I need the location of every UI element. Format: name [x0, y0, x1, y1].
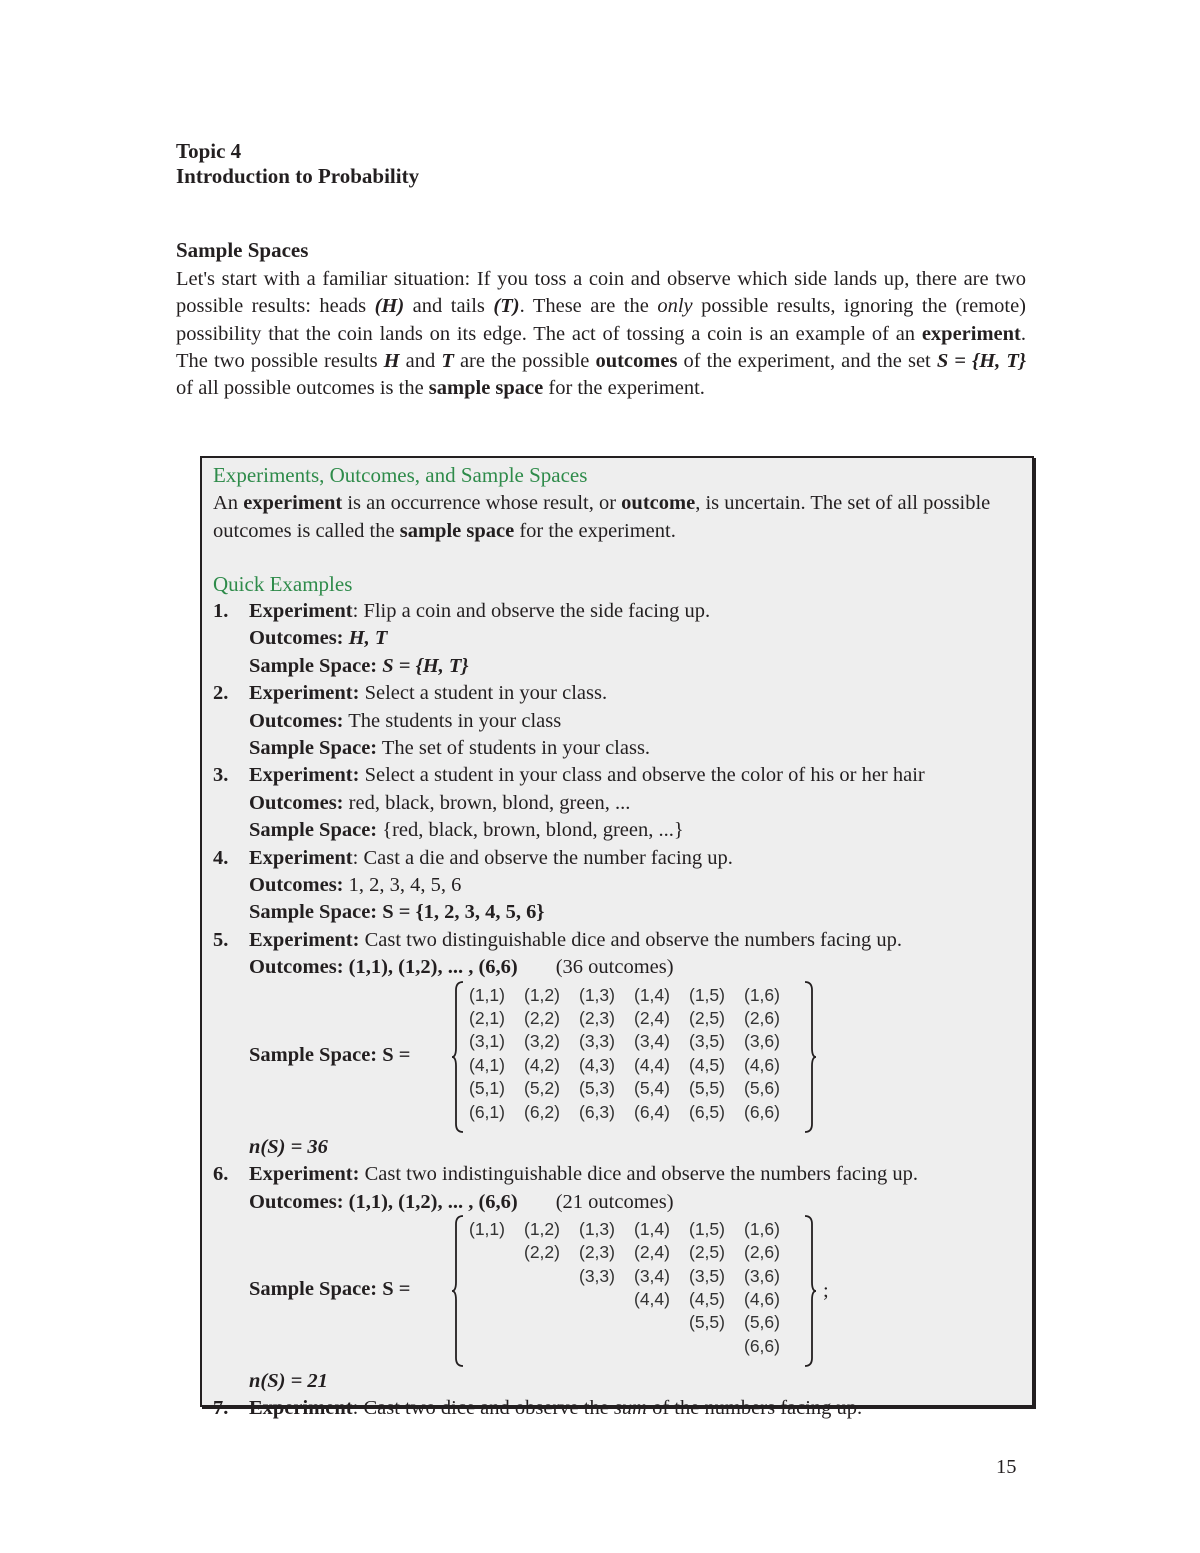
page-number: 15	[996, 1456, 1017, 1478]
outcome-cell: (2,6)	[744, 1242, 780, 1263]
outcome-cell: (1,1)	[469, 1218, 505, 1239]
section-heading: Sample Spaces	[176, 238, 309, 262]
outcome-cell: (2,2)	[524, 1008, 560, 1029]
text-run: of the numbers facing up.	[646, 1397, 863, 1420]
outcome-cell	[579, 1333, 634, 1356]
outcome-cell: (1,2)	[524, 984, 560, 1005]
term-outcome: outcome	[621, 492, 696, 514]
text-run: Cast two dice and observe the	[358, 1397, 614, 1420]
text-run: :	[352, 846, 359, 869]
term-sample-space: sample space	[428, 377, 544, 400]
label: Outcomes	[249, 956, 337, 979]
outcome-cell: (1,1)	[469, 984, 505, 1005]
text-run: The students in your class	[343, 709, 562, 732]
text-run: {red, black, brown, blond, green, ...}	[377, 819, 684, 842]
experiment-line	[213, 762, 1027, 789]
text-run: (H)	[374, 295, 405, 318]
text-run: H, T	[343, 627, 388, 650]
outcome-cell: (1,3)	[579, 984, 615, 1005]
text-run: , is uncertain. The set of all possible outcomes is called the	[213, 492, 991, 542]
text-run: Cast two indistinguishable dice and observe the numbers facing up.	[359, 1163, 918, 1186]
label: Outcomes:	[249, 627, 344, 650]
sample-space-label: Sample Space: S =	[249, 1277, 411, 1300]
outcome-cell: (5,5)	[689, 1312, 725, 1333]
outcome-cell	[579, 1309, 634, 1332]
label: Experiment	[249, 600, 353, 622]
outcome-grid	[469, 1216, 799, 1356]
outcome-cell: (1,2)	[524, 1218, 560, 1239]
outcome-cell: (4,4)	[634, 1054, 670, 1075]
outcome-cell: (4,5)	[689, 1054, 725, 1075]
example-7	[213, 1395, 1027, 1422]
text-run: :	[352, 928, 360, 951]
text-run: Let's start with a familiar situation: If you toss a coin and observe which side lands up, there are two possible results: heads	[176, 268, 1026, 318]
outcome-cell: (6,1)	[469, 1101, 505, 1122]
sample-space-label: Sample Space: S =	[249, 1043, 411, 1066]
outcome-cell: (6,6)	[744, 1335, 780, 1356]
text-run: Select a student in your class.	[359, 682, 608, 705]
outcome-cell: (3,4)	[634, 1031, 670, 1052]
outcome-cell	[469, 1333, 524, 1356]
text-run: of all possible outcomes is the	[176, 377, 429, 400]
sample-space-line	[213, 653, 1027, 680]
outcome-cell: (6,6)	[744, 1101, 780, 1122]
outcome-cell: (4,5)	[689, 1289, 725, 1310]
text-run: red, black, brown, blond, green, ...	[343, 791, 631, 814]
intro-paragraph	[176, 266, 1026, 402]
outcome-cell	[634, 1333, 689, 1356]
experiment-line	[213, 845, 1027, 872]
text-run: S = {1, 2, 3, 4, 5, 6}	[377, 901, 545, 924]
text-run: possible results, ignoring the (remote) possibility that the coin lands on its edge. The act of tossing a coin is an example of an	[176, 295, 1026, 345]
outcome-cell: (3,3)	[579, 1265, 615, 1286]
label: Outcomes	[249, 1190, 337, 1213]
experiment-line	[213, 1161, 1027, 1188]
outcome-cell: (4,4)	[634, 1289, 670, 1310]
example-3	[213, 762, 1027, 844]
outcomes-line	[213, 1189, 1027, 1216]
text-run: Cast two distinguishable dice and observe the numbers facing up.	[359, 928, 903, 951]
example-1	[213, 598, 1027, 680]
outcome-cell: (5,6)	[744, 1312, 780, 1333]
sample-space-size	[213, 1134, 1027, 1161]
sample-space-matrix	[249, 982, 1027, 1134]
outcome-cell: (5,4)	[634, 1078, 670, 1099]
outcome-cell: (6,2)	[524, 1101, 560, 1122]
experiment-line	[213, 927, 1027, 954]
text-run: :	[352, 1397, 359, 1420]
outcome-cell: (1,6)	[744, 984, 780, 1005]
outcome-cell: (1,3)	[579, 1218, 615, 1239]
outcome-cell: (2,5)	[689, 1008, 725, 1029]
outcomes-line	[213, 625, 1027, 652]
outcome-cell: (4,2)	[524, 1054, 560, 1075]
outcome-cell: (3,3)	[579, 1031, 615, 1052]
definition-box-content	[213, 462, 1027, 1423]
outcome-cell	[524, 1263, 579, 1286]
text-run: 1, 2, 3, 4, 5, 6	[343, 874, 462, 897]
outcome-count: (36 outcomes)	[555, 956, 674, 979]
text-run: The set of students in your class.	[377, 737, 651, 760]
definition-box	[200, 456, 1034, 1420]
outcome-cell: (4,6)	[744, 1054, 780, 1075]
sample-space-line	[213, 899, 1027, 926]
outcome-cell: (5,2)	[524, 1078, 560, 1099]
text-run: and tails	[404, 295, 494, 318]
right-brace-icon	[803, 980, 817, 1134]
text-run: is an occurrence whose result, or	[342, 492, 622, 514]
sample-space-line	[213, 735, 1027, 762]
text-run: :	[352, 1163, 360, 1186]
text-run: Cast a die and observe the number facing up.	[358, 846, 733, 869]
text-run: sum	[613, 1397, 647, 1420]
term-experiment: experiment	[243, 492, 343, 514]
outcome-cell	[524, 1309, 579, 1332]
text-run: T	[441, 349, 454, 372]
quick-examples-title: Quick Examples	[213, 572, 353, 596]
label: Sample Space:	[249, 901, 378, 924]
outcome-cell: (3,5)	[689, 1031, 725, 1052]
example-number: 6.	[213, 1163, 229, 1186]
outcome-cell: (6,4)	[634, 1101, 670, 1122]
text-run: S = {H, T}	[377, 654, 469, 677]
label: Experiment	[249, 764, 353, 787]
example-number: 3.	[213, 764, 229, 787]
outcome-cell: (3,6)	[744, 1265, 780, 1286]
outcome-cell: (1,4)	[634, 984, 670, 1005]
definition-text	[213, 489, 1027, 545]
experiment-line	[213, 598, 1027, 625]
outcome-cell	[469, 1263, 524, 1286]
text-run: n(S) = 21	[249, 1369, 328, 1392]
label: Experiment	[249, 1397, 353, 1420]
text-run: H	[383, 349, 400, 372]
text-run: . These are the	[519, 295, 658, 318]
outcome-cell: (2,5)	[689, 1242, 725, 1263]
outcome-cell: (3,6)	[744, 1031, 780, 1052]
outcome-cell	[469, 1309, 524, 1332]
outcome-cell	[689, 1333, 744, 1356]
outcome-count: (21 outcomes)	[555, 1190, 674, 1213]
experiment-line	[213, 680, 1027, 707]
outcome-cell: (3,5)	[689, 1265, 725, 1286]
left-brace-icon	[451, 980, 465, 1134]
outcome-cell: (5,1)	[469, 1078, 505, 1099]
label: Sample Space:	[249, 737, 378, 760]
example-number: 1.	[213, 600, 229, 622]
outcome-cell: (5,3)	[579, 1078, 615, 1099]
outcome-cell	[469, 1239, 524, 1262]
outcome-cell	[469, 1286, 524, 1309]
example-4	[213, 845, 1027, 927]
outcome-cell	[634, 1309, 689, 1332]
sample-space-line	[213, 817, 1027, 844]
outcomes-line	[213, 790, 1027, 817]
text-run: . The two possible results	[176, 322, 1026, 372]
outcome-cell: (2,3)	[579, 1242, 615, 1263]
example-6	[213, 1161, 1027, 1395]
text-run: : (1,1), (1,2), ... , (6,6)	[336, 956, 518, 979]
text-run: Select a student in your class and observe the color of his or her hair	[359, 764, 925, 787]
topic-number: Topic 4	[176, 139, 242, 163]
outcome-cell: (6,3)	[579, 1101, 615, 1122]
label: Sample Space:	[249, 654, 378, 677]
outcome-cell: (2,1)	[469, 1008, 505, 1029]
text-run: (T)	[493, 295, 520, 318]
outcome-cell: (6,5)	[689, 1101, 725, 1122]
outcome-cell: (1,6)	[744, 1218, 780, 1239]
experiment-line	[213, 1395, 1027, 1422]
text-run: Flip a coin and observe the side facing up.	[358, 600, 711, 622]
example-number: 7.	[213, 1397, 229, 1420]
topic-title: Introduction to Probability	[176, 164, 420, 188]
outcome-cell: (3,2)	[524, 1031, 560, 1052]
outcome-cell: (3,4)	[634, 1265, 670, 1286]
box-title: Experiments, Outcomes, and Sample Spaces	[213, 463, 588, 487]
example-2	[213, 680, 1027, 762]
outcome-cell: (4,3)	[579, 1054, 615, 1075]
text-run: : (1,1), (1,2), ... , (6,6)	[336, 1190, 518, 1213]
label: Sample Space:	[249, 819, 378, 842]
label: Experiment	[249, 682, 353, 705]
example-5	[213, 927, 1027, 1161]
outcome-cell: (2,4)	[634, 1242, 670, 1263]
topic-header	[176, 139, 419, 189]
sample-space-size	[213, 1368, 1027, 1395]
label: Outcomes:	[249, 874, 344, 897]
outcome-cell: (4,6)	[744, 1289, 780, 1310]
outcome-cell: (1,5)	[689, 1218, 725, 1239]
text-run: are the possible	[453, 349, 596, 372]
right-brace-icon	[803, 1214, 817, 1368]
outcome-cell: (2,3)	[579, 1008, 615, 1029]
outcome-cell: (5,6)	[744, 1078, 780, 1099]
outcome-cell	[524, 1286, 579, 1309]
sample-space-matrix	[249, 1216, 1027, 1368]
sample-space-set: S = {H, T}	[936, 349, 1026, 372]
label: Outcomes:	[249, 791, 344, 814]
outcome-cell: (5,5)	[689, 1078, 725, 1099]
text-run: An	[213, 492, 244, 514]
term-sample-space: sample space	[399, 520, 515, 542]
label: Experiment	[249, 928, 353, 951]
text-run: for the experiment.	[543, 377, 705, 400]
outcome-cell	[524, 1333, 579, 1356]
label: Experiment	[249, 846, 353, 869]
text-run: :	[352, 682, 360, 705]
example-number: 2.	[213, 682, 229, 705]
trailing-semicolon: ;	[823, 1279, 829, 1302]
text-run: :	[352, 600, 359, 622]
term-outcomes: outcomes	[595, 349, 678, 372]
outcome-cell: (3,1)	[469, 1031, 505, 1052]
text-run: for the experiment.	[514, 520, 676, 542]
left-brace-icon	[451, 1214, 465, 1368]
text-run: of the experiment, and the set	[677, 349, 937, 372]
outcome-cell: (1,5)	[689, 984, 725, 1005]
example-number: 4.	[213, 846, 229, 869]
outcome-cell: (2,4)	[634, 1008, 670, 1029]
text-run: :	[352, 764, 360, 787]
outcome-cell: (1,4)	[634, 1218, 670, 1239]
text-run: only	[657, 295, 693, 318]
outcome-cell: (2,2)	[524, 1242, 560, 1263]
term-experiment: experiment	[921, 322, 1021, 345]
text-run: n(S) = 36	[249, 1135, 328, 1158]
outcome-grid	[469, 982, 799, 1122]
text-run: and	[399, 349, 442, 372]
label: Outcomes:	[249, 709, 344, 732]
outcome-cell: (4,1)	[469, 1054, 505, 1075]
outcomes-line	[213, 954, 1027, 981]
outcome-cell: (2,6)	[744, 1008, 780, 1029]
outcome-cell	[579, 1286, 634, 1309]
outcomes-line	[213, 708, 1027, 735]
example-number: 5.	[213, 928, 229, 951]
label: Experiment	[249, 1163, 353, 1186]
outcomes-line	[213, 872, 1027, 899]
